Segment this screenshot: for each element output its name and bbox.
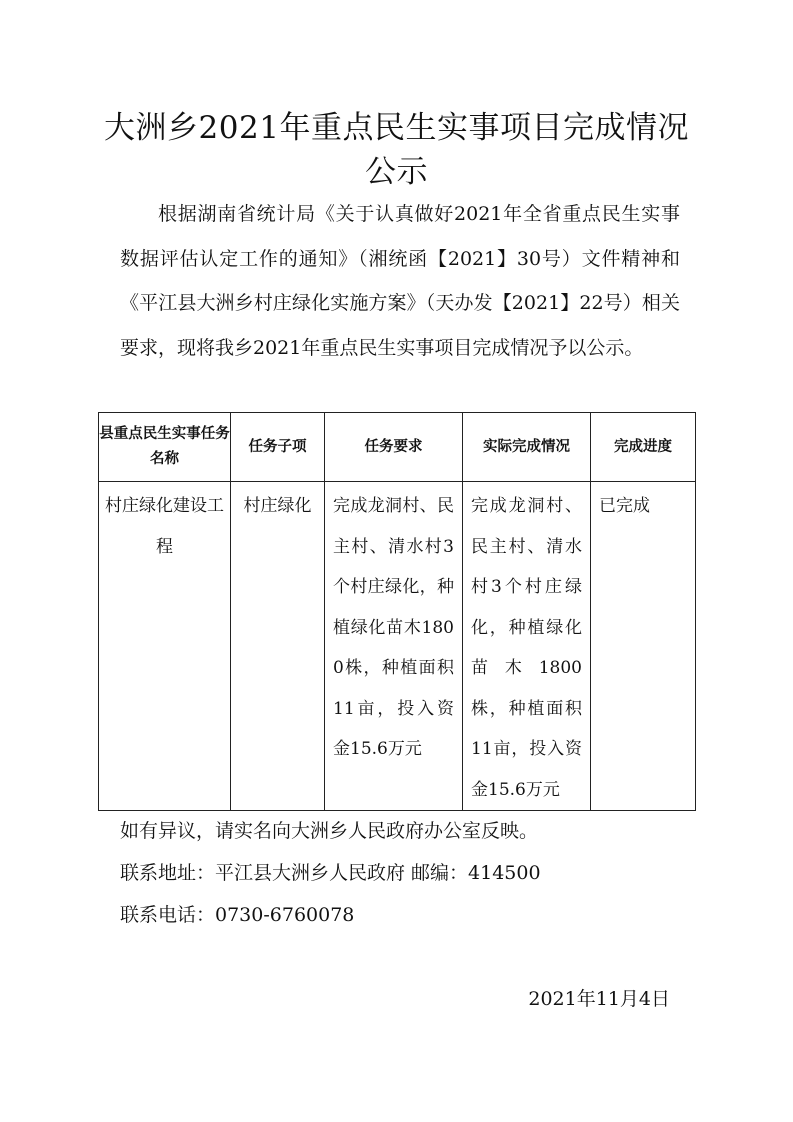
actual-text: 完成龙洞村、民主村、清水村3个村庄绿化，种植绿化苗木1800株，种植面积11亩，投入资金15.6万元 bbox=[471, 496, 582, 800]
task-table bbox=[98, 412, 696, 811]
progress-text: 已完成 bbox=[599, 496, 650, 516]
header-requirement: 任务要求 bbox=[325, 413, 463, 482]
requirement-text: 完成龙洞村、民主村、清水村3个村庄绿化，种植绿化苗木1800株，种植面积11亩，投入资金15.6万元 bbox=[333, 496, 454, 759]
cell-task-name bbox=[99, 482, 231, 811]
header-progress: 完成进度 bbox=[591, 413, 696, 482]
cell-progress bbox=[591, 482, 696, 811]
publish-date: 2021年11月4日 bbox=[528, 988, 670, 1010]
contact-address: 联系地址：平江县大洲乡人民政府 邮编：414500 bbox=[120, 862, 541, 884]
header-sub-item: 任务子项 bbox=[231, 413, 325, 482]
header-task-name: 县重点民生实事任务名称 bbox=[99, 413, 231, 482]
page-title-line-1: 大洲乡2021年重点民生实事项目完成情况 bbox=[104, 110, 689, 146]
cell-requirement bbox=[325, 482, 463, 811]
cell-actual bbox=[463, 482, 591, 811]
task-name-text: 村庄绿化建设工程 bbox=[105, 496, 224, 557]
table-row bbox=[99, 482, 696, 811]
header-actual: 实际完成情况 bbox=[463, 413, 591, 482]
sub-item-text: 村庄绿化 bbox=[243, 496, 312, 516]
cell-sub-item bbox=[231, 482, 325, 811]
objection-notice: 如有异议，请实名向大洲乡人民政府办公室反映。 bbox=[120, 820, 539, 842]
contact-phone: 联系电话：0730-6760078 bbox=[120, 904, 355, 926]
page-title-line-2: 公示 bbox=[365, 154, 428, 190]
table-header-row bbox=[99, 413, 696, 482]
intro-paragraph: 根据湖南省统计局《关于认真做好2021年全省重点民生实事数据评估认定工作的通知》（湘统函【2021】30号）文件精神和《平江县大洲乡村庄绿化实施方案》（天办发【2021】22号）相关要求，现将我乡2021年重点民生实事项目完成情况予以公示。 bbox=[120, 203, 680, 359]
